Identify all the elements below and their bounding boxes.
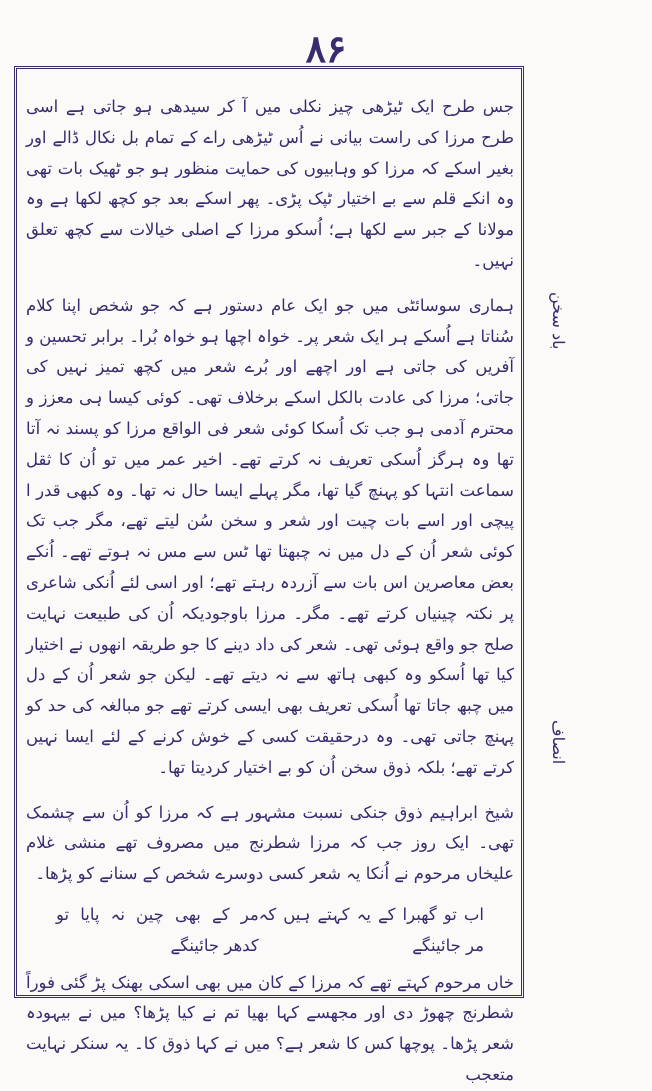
couplet	[26, 900, 514, 962]
paragraph-1: جس طرح ایک ٹیڑھی چیز نکلی میں آ کر سیدھی ہو جاتی ہے اسی طرح مرزا کی راست بیانی نے اُس ٹیڑھی راے کے تمام بل نکال ڈالے اور بغیر اسکے کہ مرزا کو وہابیوں کی حمایت منظور ہو جو ٹھیک بات تھی وہ انکے قلم سے بے اختیار ٹپک پڑی۔ پھر اسکے بعد جو کچھ لکھا ہے وہ مولانا کے جبر سے لکھا ہے؛ اُسکو مرزا کے اصلی خیالات سے کچھ تعلق نہیں۔	[26, 97, 514, 270]
couplet-line-2: مر کے بھی چین نہ پایا تو کدھر جائینگے	[56, 904, 259, 955]
body-text	[26, 92, 514, 1091]
margin-note-insaf: انصاف	[549, 720, 568, 765]
couplet-line-1: اب تو گھبرا کے یہ کہتے ہیں کہ مر جائینگے	[258, 904, 484, 955]
margin-note-sukhan: باد سخن	[549, 292, 568, 350]
page-number: ۸۶	[305, 26, 347, 71]
paragraph-3: شیخ ابراہیم ذوق جنکی نسبت مشہور ہے کہ مرزا کو اُن سے چشمک تھی۔ ایک روز جب کہ مرزا شطرنج میں مصروف تھے منشی غلام علیخاں مرحوم نے اُنکا یہ شعر کسی دوسرے شخص کے سنانے کو پڑھا۔	[26, 802, 514, 884]
paragraph-2: ہماری سوسائٹی میں جو ایک عام دستور ہے کہ جو شخص اپنا کلام سُناتا ہے اُسکے ہر ایک شعر پر۔ خواہ اچھا ہو خواہ بُرا۔ برابر تحسین و آفریں کی جاتی ہے اور اچھے اور بُرے شعر میں کچھ تمیز نہیں کی جاتی؛ مرزا کی عادت بالکل اسکے برخلاف تھی۔ کوئی کیسا ہی معزز و محترم آدمی ہو جب تک اُسکا کوئی شعر فی الواقع مرزا کو پسند نہ آتا تھا وہ ہرگز اُسکی تعریف نہ کرتے تھے۔ اخیر عمر میں تو اُن کا ثقل سماعت انتہا کو پہنچ گیا تھا، مگر پہلے ایسا حال نہ تھا۔ وہ کبھی قدر ا پیچی اور اسے بات چیت اور شعر و سخن سُن لیتے تھے، مگر جب تک کوئی شعر اُن کے دل میں نہ چبھتا تھا ٹس سے مس نہ ہوتے تھے۔ اُنکے بعض معاصرین اس بات سے آزردہ رہتے تھے؛ اور اسی لئے اُنکی شاعری پر نکتہ چینیاں کرتے تھے۔ مگر۔ مرزا باوجودیکہ اُن کی طبیعت نہایت صلح جو واقع ہوئی تھی۔ شعر کی داد دینے کا جو طریقہ انھوں نے اختیار کیا تھا اُسکو وہ کبھی ہاتھ سے نہ دیتے تھے۔ لیکن جو شعر اُن کے دل میں چبھ جاتا تھا اُسکی تعریف بھی ایسی کرتے تھے جو مبالغہ کی حد کو پہنچ جاتی تھی۔ وہ درحقیقت کسی کے خوش کرنے کے لئے ایسا نہیں کرتے تھے؛ بلکہ ذوق سخن اُن کو بے اختیار کردیتا تھا۔	[26, 295, 514, 777]
paragraph-4: خاں مرحوم کہتے تھے کہ مرزا کے کان میں بھی اسکی بھنک پڑ گئی فوراً شطرنج چھوڑ دی اور مجھسے کہا بھیا تم نے کیا پڑھا؟ میں نے بیہودہ شعر پڑھا۔ پوچھا کس کا شعر ہے؟ میں نے کہا ذوق کا۔ یہ سنکر نہایت متعجب	[26, 972, 514, 1084]
